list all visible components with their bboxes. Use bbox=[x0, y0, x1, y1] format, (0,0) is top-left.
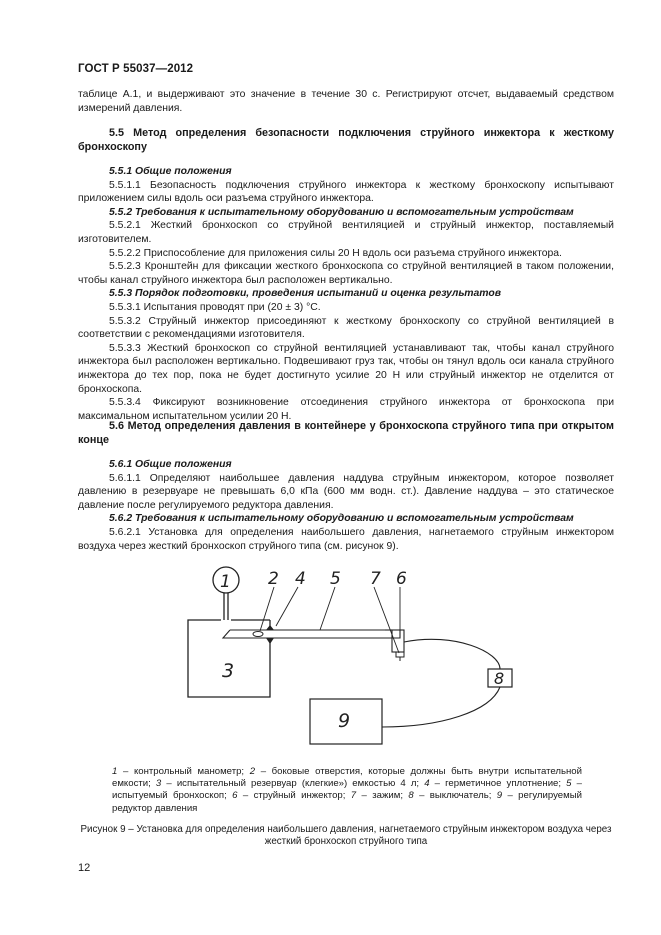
paragraph-5-6-2-1: 5.6.2.1 Установка для определения наибольшего давления, нагнетаемого струйным инжектором воздуха через жесткий бронхоскоп струйного типа (см. рисунок 9). bbox=[78, 526, 614, 552]
figure-label-2: 2 bbox=[268, 569, 279, 589]
intro-paragraph: таблице А.1, и выдерживают это значение в течение 30 с. Регистрируют отсчет, выдаваемый средством измерений давления. bbox=[78, 89, 614, 114]
section-5-5 bbox=[78, 127, 614, 154]
section-5-5-title: 5.5 Метод определения безопасности подключения струйного инжектора к жесткому бронхоскопу bbox=[78, 127, 614, 153]
figure-caption: Рисунок 9 – Установка для определения наибольшего давления, нагнетаемого струйным инжектором воздуха через жесткий бронхоскоп струйного типа bbox=[80, 824, 612, 848]
section-5-5-body bbox=[78, 165, 614, 423]
hose-injector-to-switch bbox=[404, 639, 500, 669]
legend-item bbox=[156, 778, 424, 789]
leader-7 bbox=[374, 587, 399, 653]
heading-5-6-2: 5.6.2 Требования к испытательному оборудованию и вспомогательным устройствам bbox=[109, 513, 574, 525]
legend-item bbox=[424, 778, 566, 789]
heading-5-6-1: 5.6.1 Общие положения bbox=[109, 459, 232, 470]
legend-number: 7 bbox=[350, 790, 357, 802]
figure-label-7: 7 bbox=[370, 569, 381, 589]
legend-number: 1 bbox=[112, 766, 118, 777]
heading-5-5-1: 5.5.1 Общие положения bbox=[109, 166, 232, 177]
figure-label-6: 6 bbox=[396, 569, 407, 589]
legend-text: – регулируемый редуктор давления bbox=[112, 790, 582, 814]
legend-number: 4 bbox=[424, 778, 430, 790]
legend-number: 8 bbox=[408, 790, 414, 802]
side-opening bbox=[253, 632, 263, 637]
clamp bbox=[396, 652, 404, 657]
legend-item bbox=[351, 790, 409, 801]
section-5-6-title: 5.6 Метод определения давления в контейнере у бронхоскопа струйного типа при открытом конце bbox=[78, 420, 614, 446]
legend-item bbox=[112, 766, 250, 777]
figure-label-1: 1 bbox=[220, 572, 231, 592]
legend-text: – герметичное уплотнение; bbox=[429, 778, 567, 790]
legend-number: 6 bbox=[232, 790, 238, 802]
paragraph-5-5-2-2: 5.5.2.2 Приспособление для приложения силы 20 Н вдоль оси разъема струйного инжектора. bbox=[109, 247, 562, 259]
paragraph-5-5-3-3: 5.5.3.3 Жесткий бронхоскоп со струйной вентиляцией устанавливают так, чтобы канал струйного инжектора был расположен вертикально. Подвешивают груз так, чтобы он тянул вдоль оси канала струйного инжектора до тех пор, пока не будет достигнуто усилие 20 Н или струйный инжектор не отделится от бронхоскопа. bbox=[78, 342, 614, 395]
seal-top-marker bbox=[266, 625, 274, 630]
legend-text: – боковые отверстия, которые должны быть внутри испытательной емкости; bbox=[112, 766, 582, 790]
paragraph-5-5-2-1: 5.5.2.1 Жесткий бронхоскоп со струйной вентиляцией и струйный инжектор, поставляемый изготовителем. bbox=[78, 220, 614, 245]
legend-number: 2 bbox=[249, 766, 256, 777]
hose-switch-to-regulator bbox=[382, 687, 500, 727]
figure-label-4: 4 bbox=[295, 569, 306, 589]
document-header: ГОСТ Р 55037—2012 bbox=[78, 63, 194, 75]
paragraph-5-5-2-3: 5.5.2.3 Кронштейн для фиксации жесткого бронхоскопа со струйной вентиляцией в таком положении, чтобы канал струйного инжектора был расположен вертикально. bbox=[78, 261, 614, 286]
paragraph-5-5-3-2: 5.5.3.2 Струйный инжектор присоединяют к жесткому бронхоскопу со струйной вентиляцией в соответствии с рекомендациями изготовителя. bbox=[78, 315, 614, 341]
page-number: 12 bbox=[78, 862, 91, 874]
legend-text: – испытуемый бронхоскоп; bbox=[112, 778, 582, 802]
leader-4 bbox=[276, 587, 298, 626]
jet-injector bbox=[392, 630, 404, 652]
figure-label-8: 8 bbox=[494, 669, 505, 688]
figure-label-9: 9 bbox=[338, 710, 351, 732]
section-5-6-body bbox=[78, 458, 614, 553]
bronchoscope-tube bbox=[223, 630, 400, 638]
legend-item bbox=[408, 790, 496, 801]
paragraph-5-5-1-1: 5.5.1.1 Безопасность подключения струйного инжектора к жесткому бронхоскопу испытывают приложением силы вдоль оси разъема струйного инжектора. bbox=[78, 179, 614, 205]
legend-text: – испытательный резервуар (клегкие») емкостью 4 л; bbox=[161, 778, 425, 790]
heading-5-5-2: 5.5.2 Требования к испытательному оборудованию и вспомогательным устройствам bbox=[109, 206, 574, 218]
legend-text: – выключатель; bbox=[413, 790, 497, 802]
figure-label-3: 3 bbox=[222, 660, 235, 682]
leader-2 bbox=[260, 587, 274, 631]
legend-text: – контрольный манометр; bbox=[117, 766, 250, 777]
legend-number: 5 bbox=[566, 778, 572, 790]
figure-label-5: 5 bbox=[330, 569, 341, 589]
seal-bottom-marker bbox=[266, 638, 274, 644]
paragraph-5-5-3-4: 5.5.3.4 Фиксируют возникновение отсоединения струйного инжектора от бронхоскопа при максимальном испытательном усилии 20 Н. bbox=[78, 397, 614, 422]
paragraph-5-5-3-1: 5.5.3.1 Испытания проводят при (20 ± 3) °С. bbox=[109, 301, 321, 313]
legend-text: – зажим; bbox=[356, 790, 409, 802]
leader-5 bbox=[320, 587, 335, 630]
figure-9-diagram bbox=[170, 562, 530, 752]
legend-number: 3 bbox=[155, 778, 162, 790]
paragraph-5-6-1-1: 5.6.1.1 Определяют наибольшее давления наддува струйным инжектором, которое позволяет давлению в резервуаре не превышать 6,0 кПа (600 мм водн. ст.). Давление наддува – это статическое давление после регулируемого редуктора давления. bbox=[78, 472, 614, 511]
intro-paragraph-block bbox=[78, 88, 614, 115]
legend-number: 9 bbox=[496, 790, 503, 802]
figure-legend bbox=[112, 766, 582, 815]
heading-5-5-3: 5.5.3 Порядок подготовки, проведения испытаний и оценка результатов bbox=[109, 288, 502, 300]
section-5-6 bbox=[78, 420, 614, 447]
legend-text: – струйный инжектор; bbox=[237, 790, 351, 802]
legend-item bbox=[232, 790, 351, 801]
